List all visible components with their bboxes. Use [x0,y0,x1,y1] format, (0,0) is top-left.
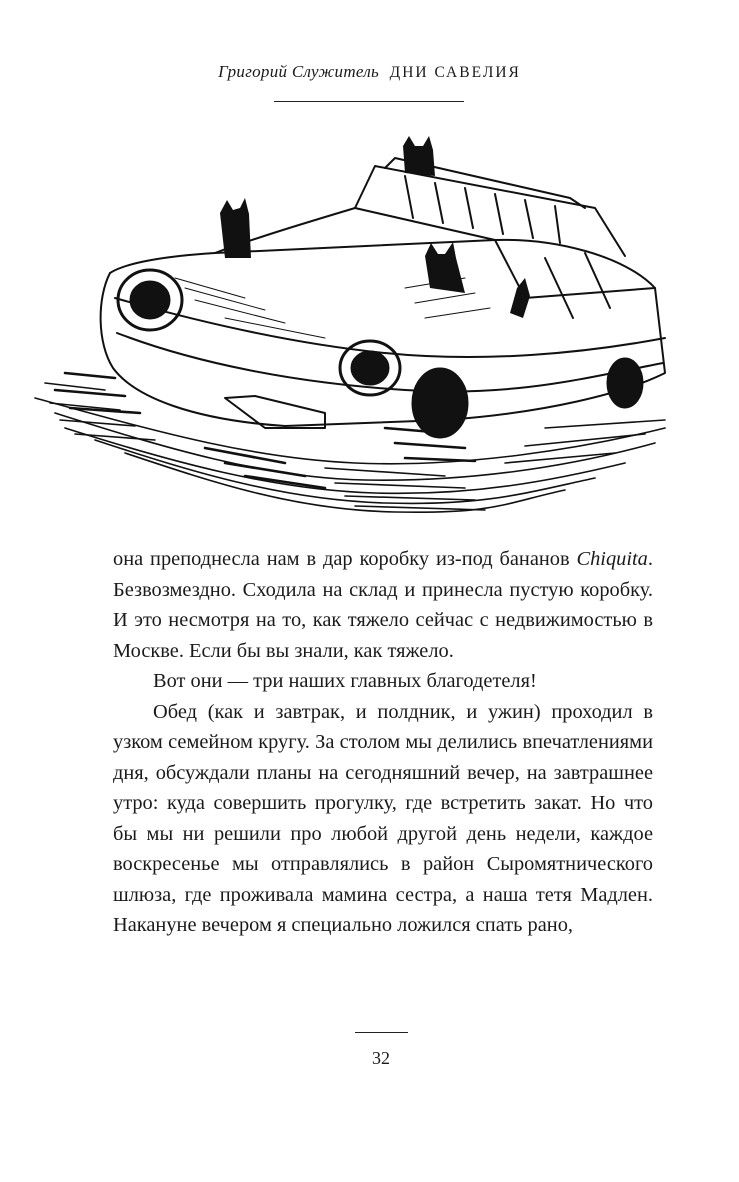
paragraph-1: она преподнесла нам в дар коробку из-под бананов Chiquita. Безвозмездно. Сходила на склад и принесла пустую коробку. И это несмотря на то, как тяжело сейчас с недвижимостью в Москве. Если бы вы знали, как тяжело. [113,548,653,662]
left-headlight [118,270,182,330]
cat-driver [425,242,465,293]
paragraph-3: Обед (как и завтрак, и полдник, и ужин) проходил в узком семейном кругу. За столом мы делились впечатлениями дня, обсуждали планы на сегодняшний вечер, на завтрашнее утро: куда совершить прогулку, где встретить закат. Но что бы мы ни решили про любой другой день недели, каждое воскресенье мы отправлялись в район Сыромятнического шлюза, где проживала мамина сестра, а наша тетя Мадлен. Накануне вечером я специально ложился спать рано, [113,700,653,936]
cat-passenger [510,278,530,318]
body-text [113,544,653,941]
footer-rule [355,1032,408,1033]
header-rule [274,101,464,102]
car-body [101,158,665,428]
brand-name: Chiquita [576,548,648,570]
front-wheel [412,368,468,438]
running-head-title: ДНИ САВЕЛИЯ [389,64,521,81]
cats [220,136,530,318]
running-head-author: Григорий Служитель [218,62,380,81]
page-number: 32 [372,1048,390,1068]
running-head [0,62,739,82]
rear-wheel [607,358,643,408]
paragraph-2: Вот они — три наших главных благодетеля! [153,670,537,692]
car-with-cats-illustration [25,128,680,528]
cat-on-roof [403,136,435,176]
cat-on-hood [220,198,251,258]
